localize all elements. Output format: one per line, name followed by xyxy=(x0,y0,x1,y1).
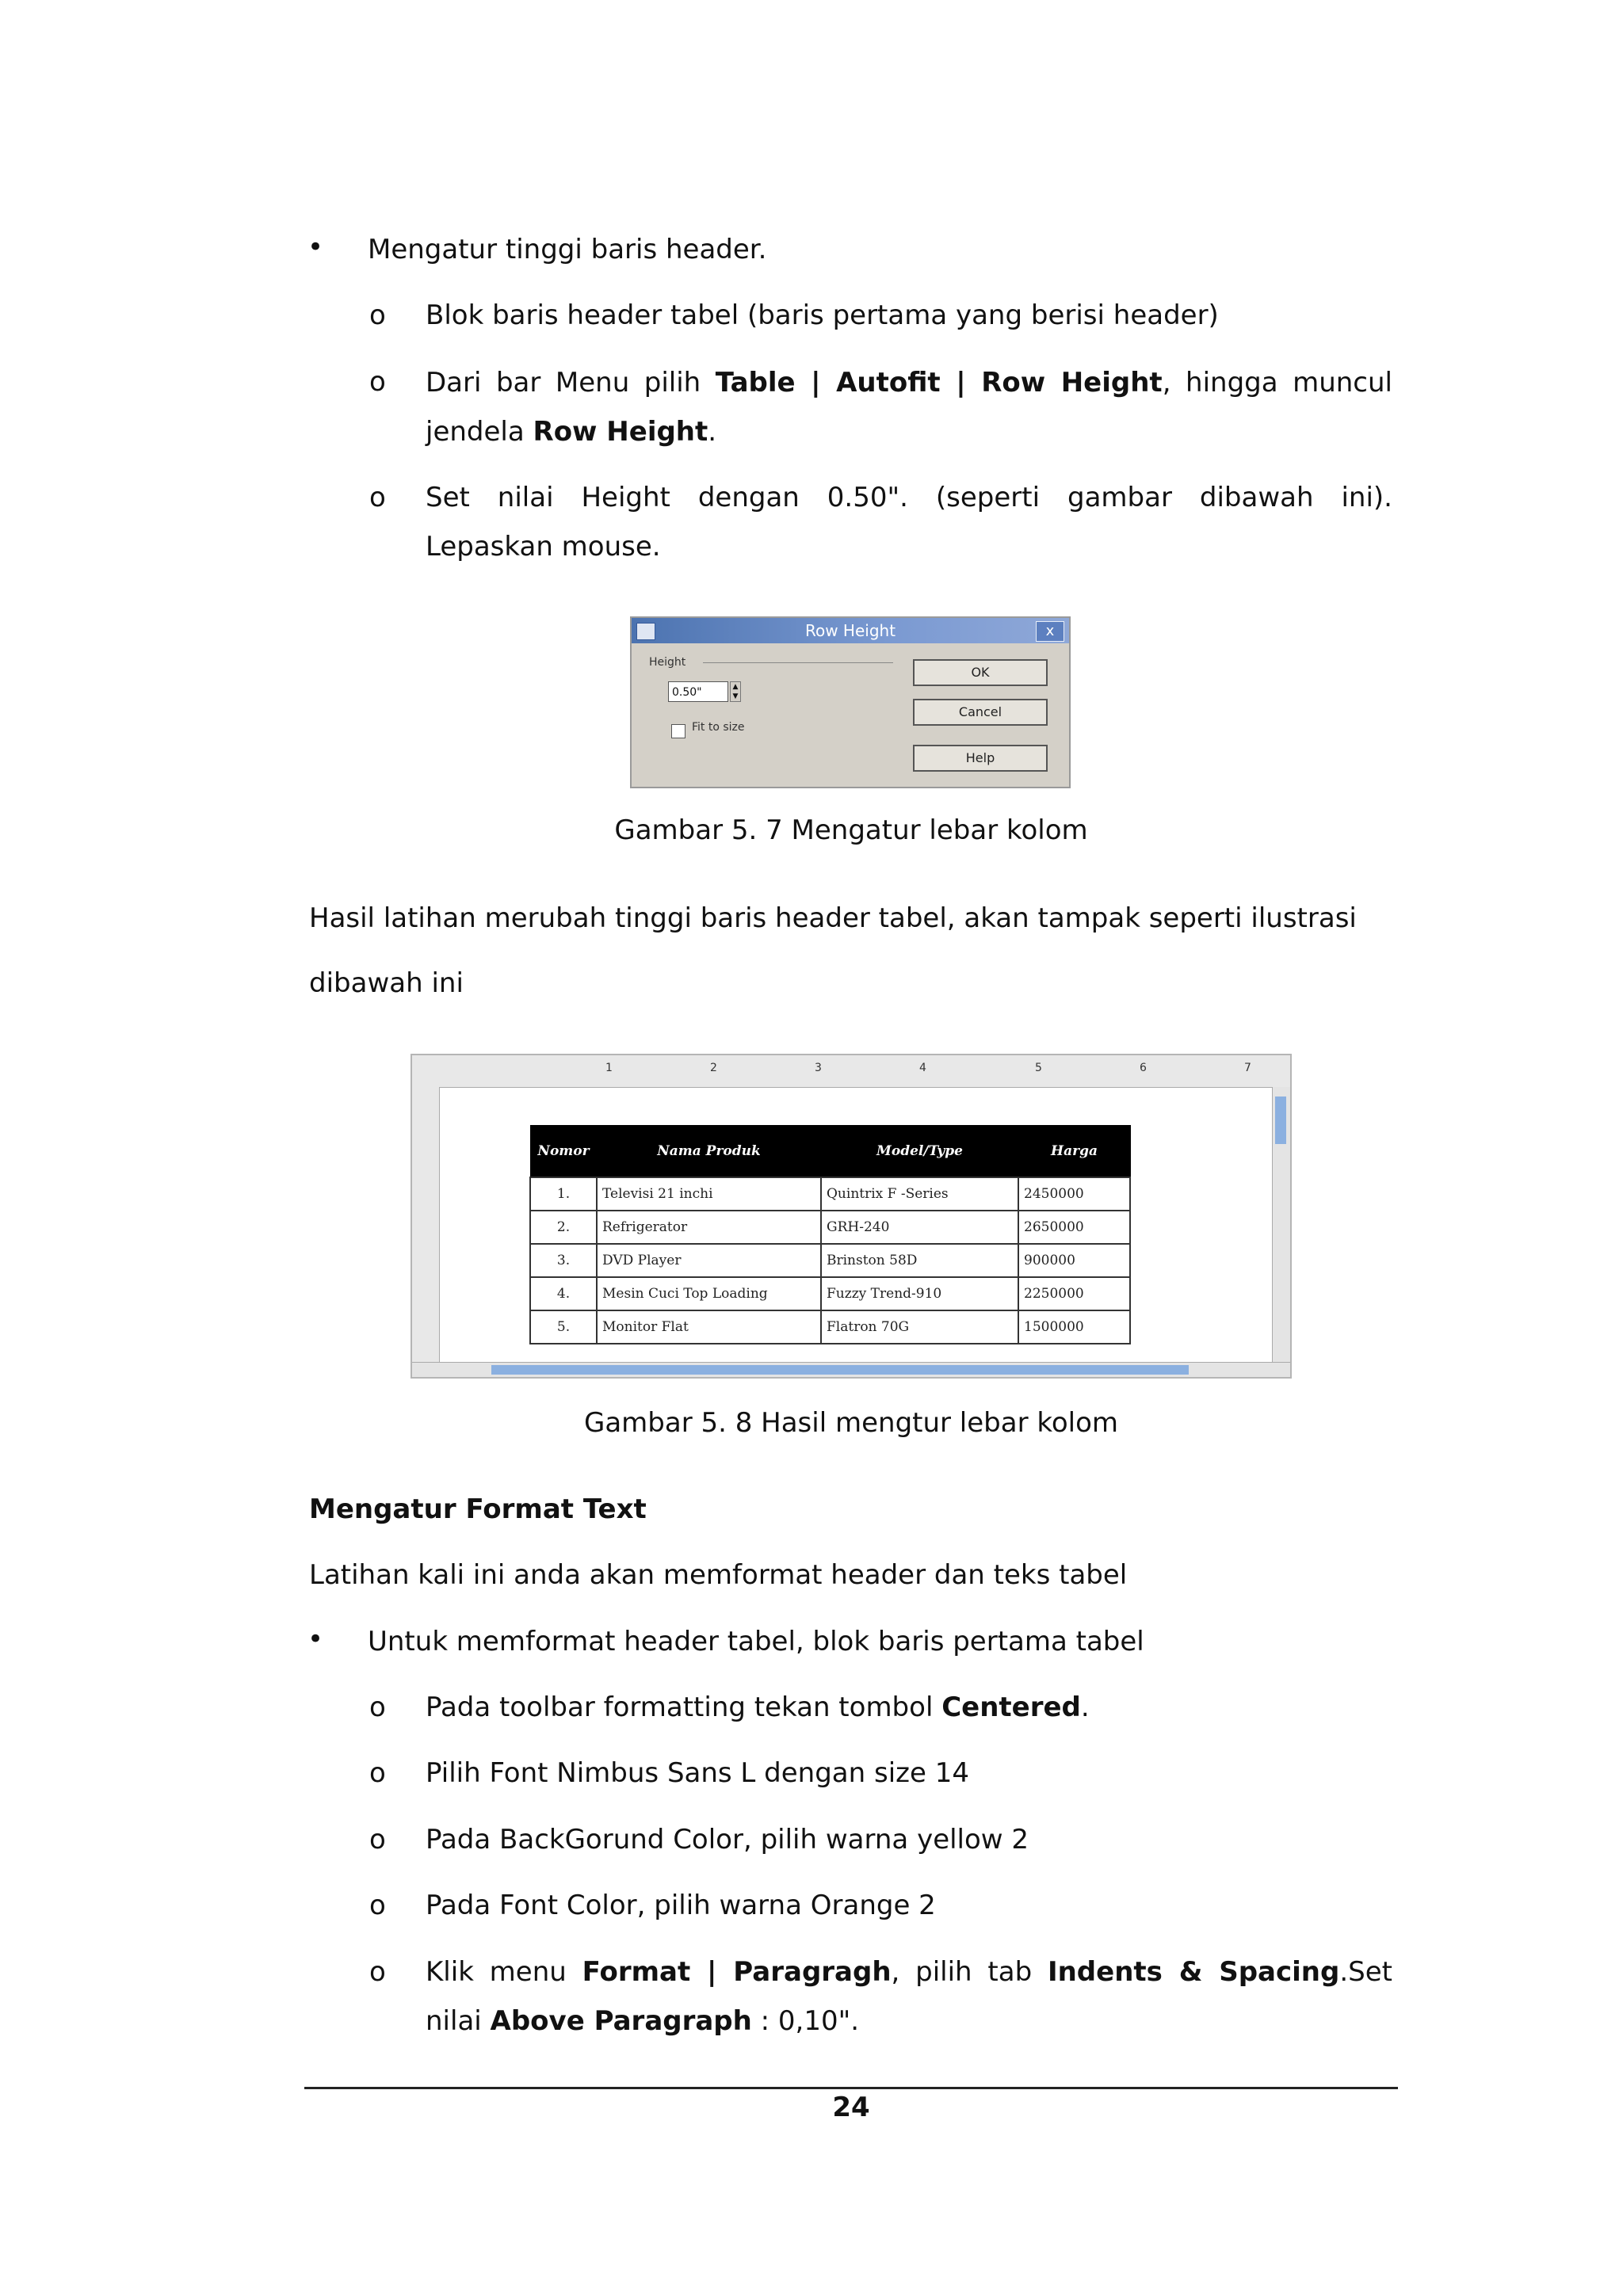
table-cell: 3. xyxy=(530,1244,597,1277)
scroll-thumb[interactable] xyxy=(491,1365,1189,1375)
list-item: Dari bar Menu pilih Table | Autofit | Row Height, hingga muncul xyxy=(426,367,1392,399)
bullet-circle: o xyxy=(369,1890,386,1921)
scroll-thumb[interactable] xyxy=(1275,1097,1286,1144)
table-cell: 1500000 xyxy=(1018,1310,1130,1344)
bullet-text: Untuk memformat header tabel, blok baris pertama tabel xyxy=(368,1626,1144,1657)
list-item: Pada Font Color, pilih warna Orange 2 xyxy=(426,1890,936,1921)
fit-to-size-label: Fit to size xyxy=(692,721,745,734)
window-menu-icon xyxy=(636,623,655,640)
figure-caption: Gambar 5. 7 Mengatur lebar kolom xyxy=(614,814,1088,846)
bullet-circle: o xyxy=(369,299,386,331)
list-item-continued: nilai Above Paragraph : 0,10". xyxy=(426,2005,860,2037)
group-divider xyxy=(703,662,893,663)
figure-caption: Gambar 5. 8 Hasil mengtur lebar kolom xyxy=(583,1407,1119,1439)
bullet-text: Mengatur tinggi baris header. xyxy=(368,234,767,265)
list-item: Pada BackGorund Color, pilih warna yellow 2 xyxy=(426,1824,1029,1855)
table-cell: Mesin Cuci Top Loading xyxy=(597,1277,821,1310)
table-cell: 4. xyxy=(530,1277,597,1310)
list-item-continued: jendela Row Height. xyxy=(426,416,717,448)
paragraph-continued: dibawah ini xyxy=(309,967,464,999)
table-cell: 1. xyxy=(530,1177,597,1211)
ruler-mark: 5 xyxy=(1035,1062,1042,1074)
height-input[interactable]: 0.50" xyxy=(668,681,728,702)
table-cell: Fuzzy Trend-910 xyxy=(821,1277,1018,1310)
table-row xyxy=(530,1244,1130,1277)
bullet-circle: o xyxy=(369,1824,386,1855)
bullet-dot: • xyxy=(307,231,324,263)
table-header: Model/Type xyxy=(821,1126,1018,1178)
row-height-dialog xyxy=(630,616,1071,788)
ruler-mark: 6 xyxy=(1140,1062,1147,1074)
bullet-circle: o xyxy=(369,482,386,513)
help-button[interactable]: Help xyxy=(913,745,1048,772)
section-heading: Mengatur Format Text xyxy=(309,1493,647,1525)
ruler-mark: 1 xyxy=(605,1062,613,1074)
ruler-mark: 7 xyxy=(1244,1062,1251,1074)
bullet-circle: o xyxy=(369,1757,386,1789)
fit-to-size-checkbox[interactable] xyxy=(671,724,685,738)
table-cell: GRH-240 xyxy=(821,1211,1018,1244)
table-cell: 2250000 xyxy=(1018,1277,1130,1310)
table-cell: 2. xyxy=(530,1211,597,1244)
table-header: Nomor xyxy=(530,1126,597,1178)
paragraph: Hasil latihan merubah tinggi baris header tabel, akan tampak seperti ilustrasi xyxy=(309,902,1357,934)
table-row xyxy=(530,1211,1130,1244)
table-row xyxy=(530,1277,1130,1310)
table-row xyxy=(530,1177,1130,1211)
table-cell: 900000 xyxy=(1018,1244,1130,1277)
product-table xyxy=(529,1125,1131,1344)
height-group-label: Height xyxy=(649,656,686,669)
bullet-circle: o xyxy=(369,1691,386,1723)
table-cell: Brinston 58D xyxy=(821,1244,1018,1277)
table-row xyxy=(530,1310,1130,1344)
ruler-mark: 4 xyxy=(919,1062,926,1074)
list-item: Klik menu Format | Paragragh, pilih tab Indents & Spacing.Set xyxy=(426,1956,1392,1988)
ok-button[interactable]: OK xyxy=(913,659,1048,686)
table-cell: Flatron 70G xyxy=(821,1310,1018,1344)
dialog-title: Row Height xyxy=(632,618,1069,643)
spin-arrows-icon[interactable]: ▲ ▼ xyxy=(730,681,741,702)
ruler-mark: 3 xyxy=(815,1062,822,1074)
vertical-ruler[interactable] xyxy=(412,1087,440,1364)
page-number: 24 xyxy=(832,2092,870,2123)
table-cell: Refrigerator xyxy=(597,1211,821,1244)
bullet-circle: o xyxy=(369,366,386,398)
table-header: Harga xyxy=(1018,1126,1130,1178)
list-item-continued: Lepaskan mouse. xyxy=(426,531,661,563)
table-cell: 2650000 xyxy=(1018,1211,1130,1244)
table-screenshot xyxy=(411,1054,1292,1379)
list-item: Pada toolbar formatting tekan tombol Centered. xyxy=(426,1691,1090,1723)
list-item: Pilih Font Nimbus Sans L dengan size 14 xyxy=(426,1757,969,1789)
table-header: Nama Produk xyxy=(597,1126,821,1178)
table-cell: Monitor Flat xyxy=(597,1310,821,1344)
list-item: Blok baris header tabel (baris pertama yang berisi header) xyxy=(426,299,1219,331)
table-cell: 5. xyxy=(530,1310,597,1344)
close-icon[interactable]: x xyxy=(1036,621,1064,642)
horizontal-ruler[interactable] xyxy=(412,1055,1290,1088)
table-cell: 2450000 xyxy=(1018,1177,1130,1211)
ruler-mark: 2 xyxy=(710,1062,717,1074)
table-header-row xyxy=(530,1126,1130,1178)
list-item: Set nilai Height dengan 0.50". (seperti gambar dibawah ini). xyxy=(426,482,1392,513)
cancel-button[interactable]: Cancel xyxy=(913,699,1048,726)
table-cell: DVD Player xyxy=(597,1244,821,1277)
document-area[interactable] xyxy=(441,1089,1265,1364)
vertical-scrollbar[interactable] xyxy=(1272,1087,1290,1364)
table-cell: Televisi 21 inchi xyxy=(597,1177,821,1211)
paragraph: Latihan kali ini anda akan memformat header dan teks tabel xyxy=(309,1559,1128,1591)
footer-rule xyxy=(304,2087,1398,2089)
bullet-circle: o xyxy=(369,1956,386,1988)
bullet-dot: • xyxy=(307,1623,324,1655)
horizontal-scrollbar[interactable] xyxy=(412,1362,1290,1377)
table-cell: Quintrix F -Series xyxy=(821,1177,1018,1211)
